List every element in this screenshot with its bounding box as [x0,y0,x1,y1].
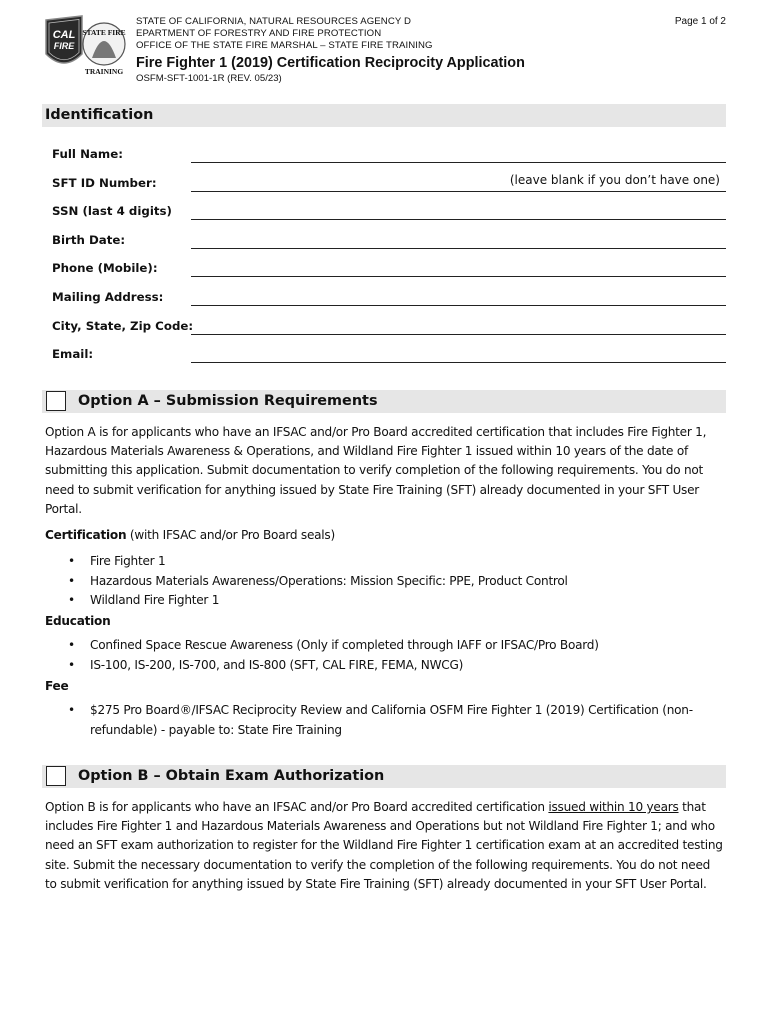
agency-line: OFFICE OF THE STATE FIRE MARSHAL – STATE FIRE TRAINING [136,40,433,51]
list-item: • Hazardous Materials Awareness/Operations: Mission Specific: PPE, Product Control [66,572,716,592]
field-underline [191,248,726,249]
field-hint: (leave blank if you don’t have one) [509,173,720,187]
fee-subheading [45,679,68,693]
svg-text:CAL: CAL [52,29,76,41]
option-b-description [45,798,725,894]
option-b-section-bar [42,765,726,788]
identification-section-bar [42,104,726,127]
certification-label: Certification [45,528,127,542]
option-a-checkbox[interactable] [46,391,66,411]
svg-text:STATE FIRE: STATE FIRE [82,28,126,37]
fee-list [66,701,716,740]
education-list [66,636,716,675]
list-item: • Confined Space Rescue Awareness (Only if completed through IAFF or IFSAC/Pro Board) [66,636,716,656]
form-code: OSFM-SFT-1001-1R (REV. 05/23) [136,73,282,84]
cal-fire-state-fire-training-logo [42,14,128,78]
field-label: Mailing Address: [52,290,164,304]
field-underline [191,276,726,277]
option-a-heading: Option A – Submission Requirements [78,393,378,409]
ssn-last4-field[interactable] [52,198,726,220]
field-underline [191,334,726,335]
option-a-description: Option A is for applicants who have an IFSAC and/or Pro Board accredited certification that includes Fire Fighter 1, Hazardous Materials Awareness & Operations, and Wildland Fire Fighter 1 issued within 10 years of the date of submitting this application. Submit documentation to verify completion of the following requirements. You do not need to submit verification for anything issued by State Fire Training (SFT) already documented in your SFT User Portal. [45,425,707,516]
option-b-heading: Option B – Obtain Exam Authorization [78,768,385,784]
svg-text:TRAINING: TRAINING [84,67,124,76]
field-underline [191,191,726,192]
option-b-text-underlined: issued within 10 years [548,800,679,814]
field-label: SFT ID Number: [52,176,157,190]
list-item: • $275 Pro Board®/IFSAC Reciprocity Review and California OSFM Fire Fighter 1 (2019) Certification (non-refundable) - payable to: State Fire Training [66,701,716,740]
mailing-address-field[interactable] [52,284,726,306]
option-b-text-end: that includes Fire Fighter 1 and Hazardous Materials Awareness and Operations but not Wildland Fire Fighter 1; and who need an SFT exam authorization to register for the Wildland Fire Fighter 1 certification exam at an accredited testing site. Submit the necessary documentation to verify the completion of the following requirements. You do not need to submit verification for anything issued by State Fire Training (SFT) already documented in your SFT User Portal. [45,800,723,891]
agency-line: EPARTMENT OF FORESTRY AND FIRE PROTECTION [136,28,382,39]
field-label: Email: [52,347,94,361]
field-label: Full Name: [52,147,123,161]
certification-list [66,552,716,611]
list-item: • IS-100, IS-200, IS-700, and IS-800 (SFT, CAL FIRE, FEMA, NWCG) [66,656,716,676]
agency-line: STATE OF CALIFORNIA, NATURAL RESOURCES AGENCY D [136,16,411,27]
certification-subheading [45,528,335,542]
option-b-text-start: Option B is for applicants who have an IFSAC and/or Pro Board accredited certification [45,800,549,814]
form-header [42,14,732,92]
education-label: Education [45,614,111,628]
field-underline [191,219,726,220]
option-b-checkbox[interactable] [46,766,66,786]
field-label: Birth Date: [52,233,126,247]
form-title: Fire Fighter 1 (2019) Certification Reciprocity Application [136,55,525,71]
fee-label: Fee [45,679,69,693]
full-name-field[interactable] [52,141,726,163]
field-underline [191,162,726,163]
field-underline [191,305,726,306]
field-underline [191,362,726,363]
field-label: City, State, Zip Code: [52,319,194,333]
city-state-zip-field[interactable] [52,313,726,335]
email-field[interactable] [52,341,726,363]
identification-heading: Identification [45,107,154,123]
list-item: • Wildland Fire Fighter 1 [66,591,716,611]
phone-mobile-field[interactable] [52,255,726,277]
option-a-section-bar [42,390,726,413]
field-label: SSN (last 4 digits) [52,204,172,218]
field-label: Phone (Mobile): [52,261,158,275]
svg-text:FIRE: FIRE [53,41,75,51]
certification-note: (with IFSAC and/or Pro Board seals) [126,528,335,542]
list-item: • Fire Fighter 1 [66,552,716,572]
agency-block [136,16,433,52]
education-subheading [45,614,110,628]
page-number: Page 1 of 2 [674,16,726,27]
sft-id-field[interactable] [52,170,726,192]
birth-date-field[interactable] [52,227,726,249]
